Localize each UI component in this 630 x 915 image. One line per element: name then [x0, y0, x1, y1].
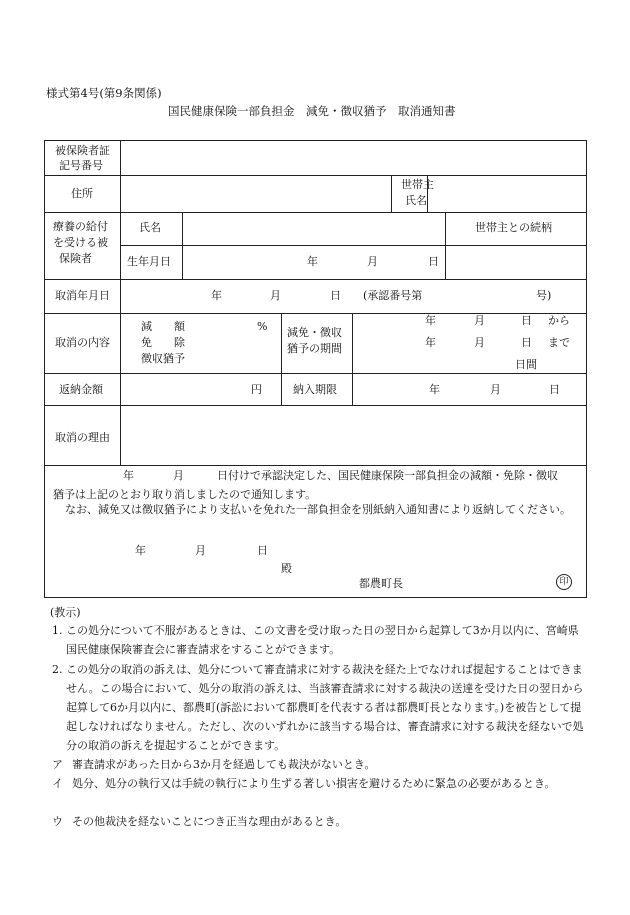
- document-title: 国民健康保険一部負担金 減免・徴収猶予 取消通知書: [168, 104, 456, 118]
- official-seal-icon: 印: [556, 574, 572, 590]
- insured-id-label: 被保険者証: [55, 144, 110, 157]
- instructions-heading: (教示): [50, 606, 81, 619]
- cancel-content-label: 取消の内容: [55, 336, 110, 349]
- item-1-number: 1.: [52, 624, 63, 637]
- reason-label: 取消の理由: [55, 431, 110, 444]
- due-day-label: 日: [549, 383, 560, 396]
- refund-amount-label: 返納金額: [59, 383, 103, 396]
- exemption-label: 免 除: [141, 336, 185, 349]
- birth-day-label: 日: [428, 255, 439, 268]
- row-divider: [45, 313, 586, 314]
- days-label: 日間: [515, 358, 537, 371]
- due-date-label: 納入期限: [293, 383, 337, 396]
- col-divider: [445, 212, 446, 279]
- address-label: 住所: [71, 187, 93, 200]
- notice-year-label: 年: [123, 469, 134, 482]
- householder-name-label: 氏名: [405, 194, 427, 207]
- col-divider: [352, 313, 353, 405]
- issue-day-label: 日: [257, 544, 268, 557]
- item-i-text: 処分、処分の執行又は手続の執行により生ずる著しい損害を避けるために緊急の必要があるとき。: [72, 777, 556, 790]
- row-divider: [45, 175, 586, 176]
- row-divider: [45, 373, 586, 374]
- householder-name-label: 世帯主: [401, 178, 434, 191]
- period-until-label: まで: [548, 336, 570, 349]
- patient-label: を受ける被: [53, 236, 108, 249]
- item-a-text: 審査請求があった日から3か月を経過しても裁決がないとき。: [72, 758, 376, 771]
- period-to-year: 年: [425, 336, 436, 349]
- due-month-label: 月: [490, 383, 501, 396]
- yen-label: 円: [251, 383, 262, 396]
- insured-id-label: 記号番号: [59, 159, 103, 172]
- reduction-label: 減 額: [141, 320, 185, 333]
- issue-year-label: 年: [135, 544, 146, 557]
- notice-line-1: 日付けで承認決定した、国民健康保険一部負担金の減額・免除・徴収: [217, 469, 558, 482]
- period-from-label: から: [548, 314, 570, 327]
- patient-label: 保険者: [59, 252, 92, 265]
- refund-notice-paragraph: なお、減免又は徴収猶予により支払いを免れた一部負担金を別紙納入通知書により返納してください。: [65, 503, 571, 516]
- approval-number-prefix: (承認番号第: [363, 289, 423, 302]
- birth-year-label: 年: [307, 255, 318, 268]
- col-divider: [120, 141, 121, 465]
- period-label: 猶予の期間: [287, 342, 342, 355]
- cancel-year-label: 年: [211, 289, 222, 302]
- addressee-suffix: 殿: [281, 562, 292, 575]
- cancellation-form: [44, 140, 587, 598]
- item-i-mark: イ: [52, 777, 63, 790]
- birth-month-label: 月: [367, 255, 378, 268]
- row-divider: [45, 279, 586, 280]
- period-from-year: 年: [425, 314, 436, 327]
- period-to-month: 月: [474, 336, 485, 349]
- item-1-text: この処分について不服があるときは、この文書を受け取った日の翌日から起算して3か月以内に、宮崎県国民健康保険審査会に審査請求をすることができます。: [66, 624, 579, 656]
- percent-label: %: [257, 320, 268, 333]
- row-divider: [45, 465, 586, 466]
- notice-month-label: 月: [173, 469, 184, 482]
- relation-label: 世帯主との続柄: [475, 221, 552, 234]
- row-divider: [120, 245, 586, 246]
- deferral-label: 徴収猶予: [141, 352, 185, 365]
- row-divider: [45, 405, 586, 406]
- notice-line-2: 猶予は上記のとおり取り消しましたので通知します。: [53, 488, 317, 501]
- approval-number-suffix: 号): [536, 289, 552, 302]
- item-a-mark: ア: [52, 758, 63, 771]
- period-from-day: 日: [521, 314, 532, 327]
- name-label: 氏名: [139, 221, 161, 234]
- patient-label: 療養の給付: [53, 220, 108, 233]
- period-label: 減免・徴収: [287, 326, 342, 339]
- cancel-date-label: 取消年月日: [55, 289, 110, 302]
- item-u-text: その他裁決を経ないことにつき正当な理由があるとき。: [72, 815, 347, 828]
- cancel-month-label: 月: [270, 289, 281, 302]
- period-from-month: 月: [474, 314, 485, 327]
- item-2-number: 2.: [52, 663, 63, 676]
- row-divider: [45, 212, 586, 213]
- issuer-name: 都農町長: [359, 577, 403, 590]
- item-2-text: この処分の取消の訴えは、処分について審査請求に対する裁決を経た上でなければ提起することはできません。この場合において、処分の取消の訴えは、当該審査請求に対する裁決の送達を受けた日の翌日から起算して6か月以内に、都農町(訴訟において都農町を代表する者は都農町長となります。)を被告として提起しなければなりません。ただし、次のいずれかに該当する場合は、審査請求に対する裁決を経ないで処分の取消の訴えを提起することができます。: [66, 663, 584, 752]
- period-to-day: 日: [521, 336, 532, 349]
- birth-label: 生年月日: [127, 255, 171, 268]
- due-year-label: 年: [429, 383, 440, 396]
- col-divider: [391, 175, 392, 212]
- item-u-mark: ウ: [52, 815, 63, 828]
- form-number: 様式第4号(第9条関係): [46, 86, 162, 100]
- cancel-day-label: 日: [330, 289, 341, 302]
- issue-month-label: 月: [195, 544, 206, 557]
- col-divider: [182, 212, 183, 279]
- col-divider: [281, 313, 282, 405]
